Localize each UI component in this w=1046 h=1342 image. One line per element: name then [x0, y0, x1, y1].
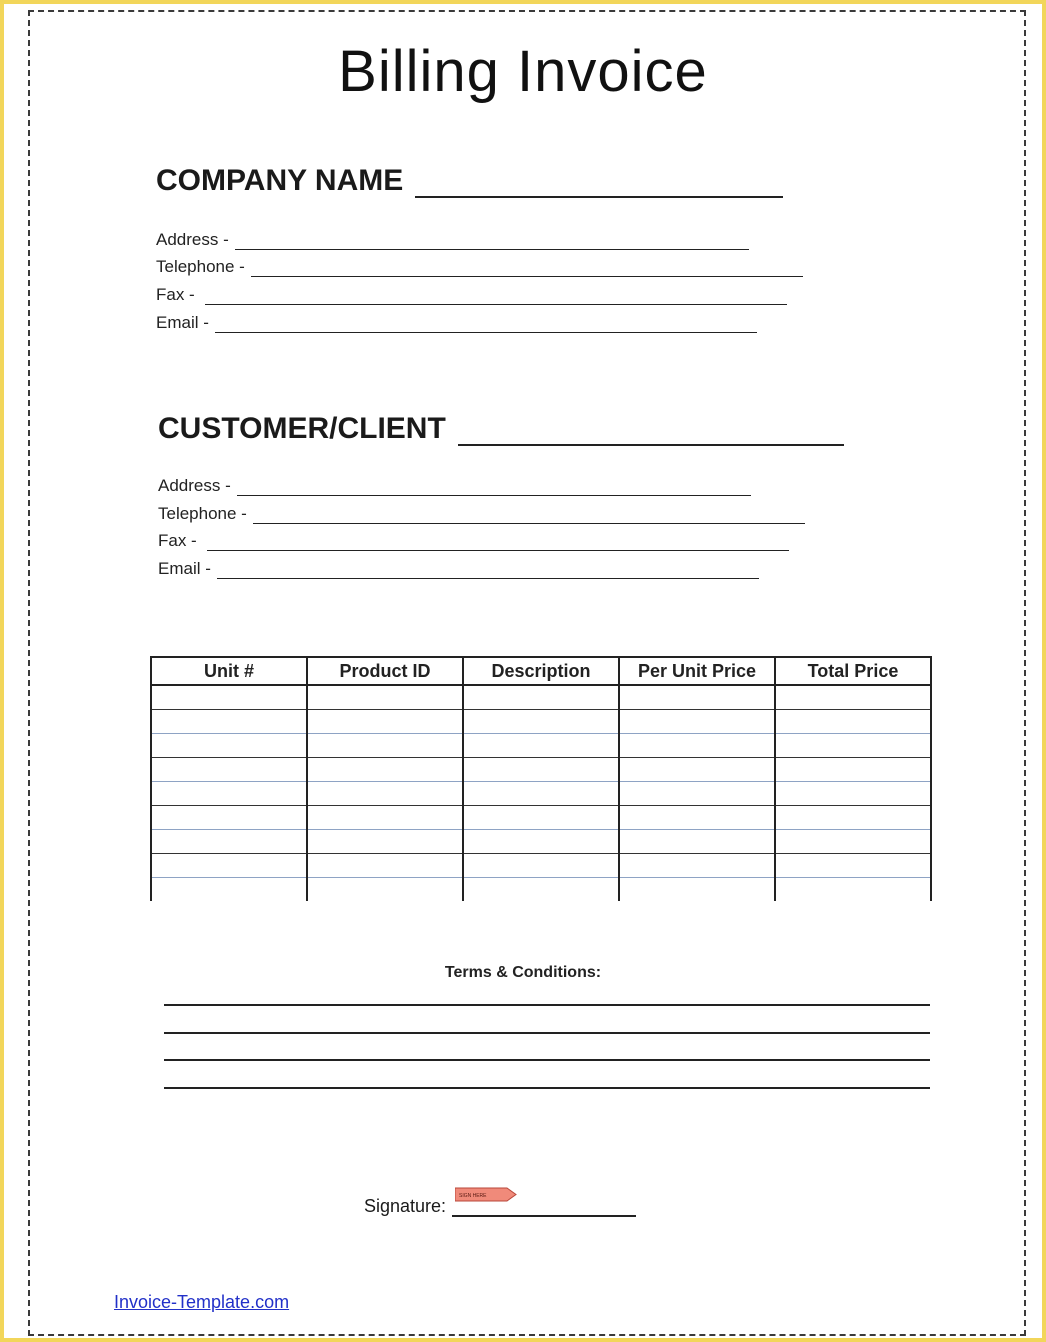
- customer-address-line[interactable]: [237, 481, 751, 496]
- table-header-row: [151, 657, 931, 685]
- table-cell[interactable]: [151, 758, 307, 782]
- column-header-product-id: Product ID: [307, 657, 463, 685]
- table-cell[interactable]: [307, 710, 463, 734]
- table-cell[interactable]: [619, 782, 775, 806]
- company-telephone-field: [156, 257, 803, 277]
- customer-fax-label: Fax -: [158, 531, 197, 550]
- customer-fax-line[interactable]: [207, 536, 789, 551]
- table-row: [151, 878, 931, 902]
- sign-here-tag-text: SIGN HERE: [459, 1193, 487, 1199]
- company-email-line[interactable]: [215, 318, 757, 333]
- table-cell[interactable]: [151, 685, 307, 710]
- terms-title: Terms & Conditions:: [444, 964, 602, 981]
- table-row: [151, 710, 931, 734]
- table-cell[interactable]: [151, 782, 307, 806]
- customer-telephone-field: [158, 504, 805, 524]
- table-cell[interactable]: [775, 782, 931, 806]
- table-row: [151, 782, 931, 806]
- table-cell[interactable]: [619, 758, 775, 782]
- table-cell[interactable]: [151, 734, 307, 758]
- table-cell[interactable]: [307, 830, 463, 854]
- customer-address-field: [158, 476, 751, 496]
- table-cell[interactable]: [463, 878, 619, 902]
- table-cell[interactable]: [619, 710, 775, 734]
- footer-link[interactable]: Invoice-Template.com: [114, 1292, 290, 1312]
- table-cell[interactable]: [463, 758, 619, 782]
- column-header-per-unit-price: Per Unit Price: [619, 657, 775, 685]
- table-cell[interactable]: [775, 685, 931, 710]
- customer-address-label: Address -: [158, 476, 231, 495]
- company-address-line[interactable]: [235, 235, 749, 250]
- table-row: [151, 854, 931, 878]
- signature-label: Signature:: [364, 1196, 447, 1216]
- terms-line[interactable]: [164, 1032, 930, 1034]
- company-email-label: Email -: [156, 313, 209, 332]
- customer-heading-row: [158, 412, 844, 446]
- table-cell[interactable]: [619, 854, 775, 878]
- table-cell[interactable]: [619, 806, 775, 830]
- table-cell[interactable]: [619, 830, 775, 854]
- table-cell[interactable]: [307, 758, 463, 782]
- table-cell[interactable]: [307, 806, 463, 830]
- table-cell[interactable]: [463, 806, 619, 830]
- table-cell[interactable]: [151, 878, 307, 902]
- table-cell[interactable]: [307, 782, 463, 806]
- company-name-line[interactable]: [415, 168, 783, 198]
- customer-fax-field: [158, 531, 789, 551]
- customer-email-field: [158, 559, 759, 579]
- company-fax-label: Fax -: [156, 285, 195, 304]
- customer-email-line[interactable]: [217, 564, 759, 579]
- table-cell[interactable]: [151, 710, 307, 734]
- company-address-field: [156, 230, 749, 250]
- page-title: Billing Invoice: [338, 39, 708, 104]
- table-cell[interactable]: [775, 734, 931, 758]
- company-email-field: [156, 313, 757, 333]
- customer-telephone-label: Telephone -: [158, 504, 247, 523]
- table-cell[interactable]: [619, 685, 775, 710]
- table-cell[interactable]: [307, 685, 463, 710]
- invoice-items-table: [150, 656, 932, 901]
- company-address-label: Address -: [156, 230, 229, 249]
- company-heading-row: [156, 164, 783, 198]
- table-cell[interactable]: [463, 854, 619, 878]
- company-fax-field: [156, 285, 787, 305]
- sign-here-tag-icon[interactable]: [455, 1187, 517, 1202]
- table-cell[interactable]: [619, 734, 775, 758]
- table-cell[interactable]: [463, 734, 619, 758]
- table-cell[interactable]: [775, 854, 931, 878]
- table-row: [151, 830, 931, 854]
- customer-email-label: Email -: [158, 559, 211, 578]
- table-cell[interactable]: [463, 830, 619, 854]
- company-telephone-line[interactable]: [251, 262, 803, 277]
- table-cell[interactable]: [775, 710, 931, 734]
- customer-heading: CUSTOMER/CLIENT: [158, 412, 446, 445]
- table-cell[interactable]: [463, 782, 619, 806]
- terms-line[interactable]: [164, 1059, 930, 1061]
- table-cell[interactable]: [775, 806, 931, 830]
- terms-line[interactable]: [164, 1087, 930, 1089]
- company-telephone-label: Telephone -: [156, 257, 245, 276]
- column-header-unit: Unit #: [151, 657, 307, 685]
- table-cell[interactable]: [151, 830, 307, 854]
- table-row: [151, 685, 931, 710]
- table-cell[interactable]: [775, 878, 931, 902]
- table-cell[interactable]: [307, 734, 463, 758]
- table-cell[interactable]: [307, 878, 463, 902]
- table-cell[interactable]: [775, 758, 931, 782]
- table-cell[interactable]: [775, 830, 931, 854]
- customer-name-line[interactable]: [458, 416, 844, 446]
- invoice-page: [4, 4, 1042, 1338]
- table-row: [151, 758, 931, 782]
- table-cell[interactable]: [463, 685, 619, 710]
- column-header-description: Description: [463, 657, 619, 685]
- table-cell[interactable]: [151, 806, 307, 830]
- table-cell[interactable]: [151, 854, 307, 878]
- table-cell[interactable]: [307, 854, 463, 878]
- terms-line[interactable]: [164, 1004, 930, 1006]
- company-fax-line[interactable]: [205, 290, 787, 305]
- company-heading: COMPANY NAME: [156, 164, 404, 197]
- column-header-total-price: Total Price: [775, 657, 931, 685]
- table-cell[interactable]: [463, 710, 619, 734]
- table-cell[interactable]: [619, 878, 775, 902]
- customer-telephone-line[interactable]: [253, 509, 805, 524]
- table-row: [151, 734, 931, 758]
- table-row: [151, 806, 931, 830]
